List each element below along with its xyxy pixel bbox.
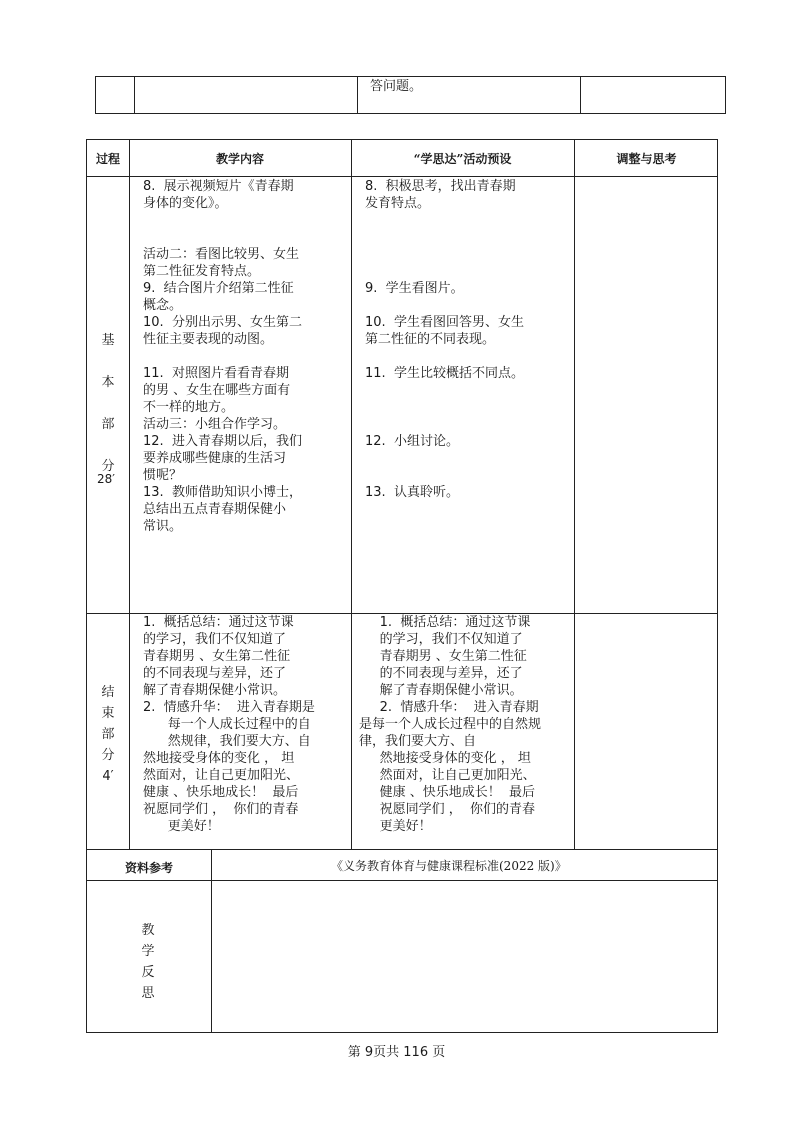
basic-section-activity: 8. 积极思考，找出青春期 发育特点。 9. 学生看图片。 10. 学生看图回答男、女生 第二性征的不同表现。 11. 学生比较概括不同点。 12. 小组讨论。 13. 认真聆听。 (365, 179, 524, 500)
top-table-text: 答问题。 (370, 79, 423, 94)
end-section-activity: 1. 概括总结：通过这节课 的学习，我们不仅知道了 青春期男 、女生第二性征 的不同表现与差异，还了 解了青春期保健小常识。 2. 情感升华： 进入青春期 是每一个人成长过程中的自然规 律，我们要大方、自 然地接受身体的变化 ， 坦 然面对，让自己更加阳光、 健康 、快乐地成长！ 最后 祝愿同学们 ， 你们的青春 更美好！ (359, 615, 542, 834)
reference-table (86, 849, 718, 1033)
end-section-label: 结 束 部 分 4′ (101, 685, 115, 784)
lesson-table (86, 139, 718, 850)
header-process: 过程 (95, 152, 120, 166)
header-activity: “学思达”活动预设 (413, 152, 512, 166)
basic-section-label: 基 本 部 分 (101, 333, 115, 474)
reference-label: 资料参考 (124, 861, 173, 875)
reference-text: 《义务教育体育与健康课程标准(2022 版)》 (331, 859, 567, 873)
reflection-label: 教 学 反 思 (141, 923, 155, 1001)
header-content: 教学内容 (215, 152, 264, 166)
page-footer: 第 9页共 116 页 (347, 1045, 446, 1060)
header-adjust: 调整与思考 (616, 152, 677, 166)
basic-section-content: 8. 展示视频短片《青春期 身体的变化》。 活动二：看图比较男、女生 第二性征发育特点。 9. 结合图片介绍第二性征 概念。 10. 分别出示男、女生第二 性征主要表现的动图。 11. 对照图片看看青春期 的男 、女生在哪些方面有 不一样的地方。 活动三：小组合作学习。 12. 进入青春期以后，我们 要养成哪些健康的生活习 惯呢？ 13. 教师借助知识小博士， 总结出五点青春期保健小 常识。 (143, 179, 302, 534)
top-table (95, 76, 726, 114)
end-section-content: 1. 概括总结：通过这节课 的学习，我们不仅知道了 青春期男 、女生第二性征 的不同表现与差异，还了 解了青春期保健小常识。 2. 情感升华： 进入青春期是 每一个人成长过程中的自 然规律，我们要大方、自 然地接受身体的变化 ， 坦 然面对，让自己更加阳光、 健康 、快乐地成长！ 最后 祝愿同学们 ， 你们的青春 更美好！ (143, 615, 315, 834)
basic-section-time: 28′ (97, 472, 115, 486)
